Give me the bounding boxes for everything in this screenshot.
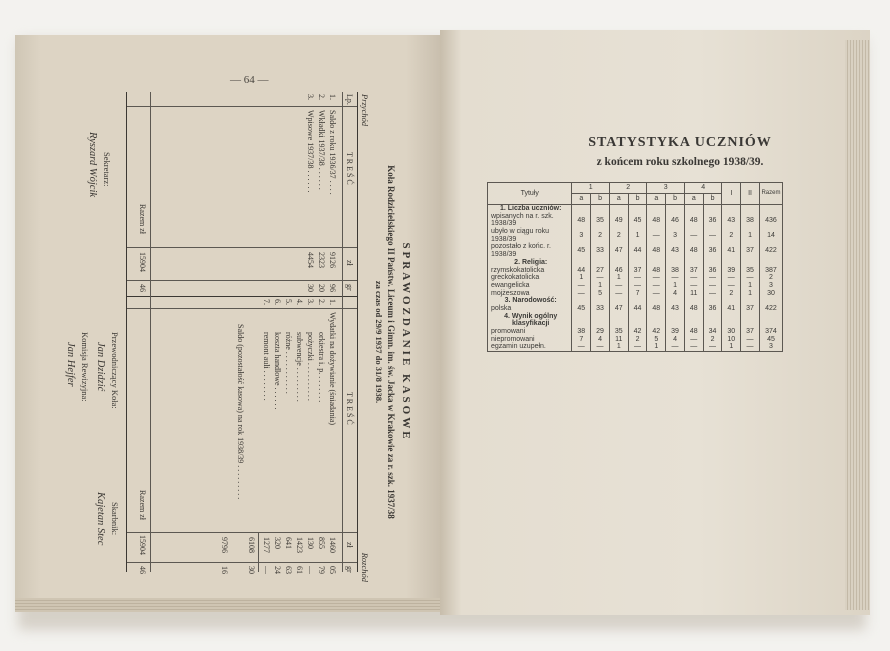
left-page-edges [15, 598, 440, 612]
signature-role: Skarbnik: [110, 502, 120, 536]
table-row [488, 282, 783, 290]
table-cell: 44 [572, 267, 591, 275]
table-cell: 5 [591, 290, 610, 298]
table-cell: 422 [759, 243, 782, 258]
table-cell: 48 [684, 243, 703, 258]
right-page-edges [845, 40, 870, 610]
corner-header: Tytuły [488, 183, 572, 205]
table-cell: — [591, 343, 610, 351]
row-label: polska [488, 305, 572, 313]
table-cell: 2 [591, 228, 610, 243]
table-cell: 3 [759, 343, 782, 351]
col-tresc-expense: T R E Ś Ć [345, 392, 354, 425]
signature-name: Kajetan Stec [95, 492, 106, 546]
table-cell: 2 [722, 290, 741, 298]
table-cell: — [741, 336, 760, 344]
table-row [488, 267, 783, 275]
table-cell: 43 [666, 305, 685, 313]
table-row [488, 343, 783, 351]
table-cell: — [666, 274, 685, 282]
table-cell: 4 [666, 336, 685, 344]
sub-header: a [609, 194, 628, 205]
row-label: pozostało z końc. r. 1938/39 [488, 243, 572, 258]
table-cell: 1 [741, 290, 760, 298]
section-title: 1. Liczba uczniów: [488, 205, 572, 213]
table-cell: 48 [647, 267, 666, 275]
table-row [488, 336, 783, 344]
table-cell: 7 [628, 290, 647, 298]
statistics-subtitle: z końcem roku szkolnego 1938/39. [596, 156, 764, 168]
table-cell: 39 [722, 267, 741, 275]
table-cell: 34 [703, 328, 722, 336]
signature-name: Jan Hejfer [65, 342, 76, 387]
table-cell: — [647, 274, 666, 282]
cash-report-table: Lp. T R E Ś Ć zł gr T R E Ś Ć zł gr 1. Saldo z roku 1936/37 . . . . 9126 96 2. Wkładki 1937/38 . . . . . . 2323 20 3. Wpisowe 1937/38 . . . . . . 4454 30 1. Wydatki na dożywianie (śniadania) 1460 05 2. orkiestra i. p. . . . . . . . 855 79 3. pożyczki . . . . . . . . . . 130 — 4. subwencje . . . . . . . . . 1423 61 5. różne . . . . . . . . . . . 641 63 6. koszta handlowe . . . . . . 320 24 7. remont auli . . . . . . . . 1277 — 6108 30 Saldo (pozostałość kasowa) na rok 1938/39 . . . . . . . . . 9796 16 Razem zł 15904 46 Razem zł 15904 46 [126, 92, 358, 572]
table-cell: 37 [684, 267, 703, 275]
table-cell: 374 [759, 328, 782, 336]
table-cell: 41 [722, 305, 741, 313]
section-title: 2. Religia: [488, 259, 572, 267]
table-cell: 38 [572, 328, 591, 336]
table-cell: 3 [572, 228, 591, 243]
row-label: promowani [488, 328, 572, 336]
signature-name: Jan Dzidzić [95, 342, 106, 392]
table-cell: 38 [666, 267, 685, 275]
table-row [488, 274, 783, 282]
expense-subtotal-zl: 6108 [247, 537, 256, 553]
table-cell: 3 [666, 228, 685, 243]
table-cell: 33 [591, 243, 610, 258]
table-cell: 38 [741, 213, 760, 228]
sub-header: b [591, 194, 610, 205]
table-cell: 45 [759, 336, 782, 344]
table-cell: — [703, 274, 722, 282]
saldo-gr: 16 [220, 566, 229, 574]
table-cell: — [572, 282, 591, 290]
table-cell: 37 [741, 328, 760, 336]
signature-name: Ryszard Wójcik [87, 132, 98, 198]
sub-header: a [647, 194, 666, 205]
page-number: — 64 — [230, 74, 269, 86]
class-header: II [741, 183, 760, 205]
table-cell: 36 [703, 267, 722, 275]
table-cell: — [741, 274, 760, 282]
section-row [488, 259, 783, 267]
table-cell: 1 [741, 282, 760, 290]
table-cell: 14 [759, 228, 782, 243]
table-cell: — [647, 228, 666, 243]
income-label: Przychód [360, 94, 370, 127]
table-cell: 1 [591, 282, 610, 290]
table-row [488, 213, 783, 228]
table-row [488, 290, 783, 298]
table-cell: 4 [666, 290, 685, 298]
table-row [488, 305, 783, 313]
section-row [488, 313, 783, 328]
table-cell: — [647, 290, 666, 298]
col-tresc-income: T R E Ś Ć [345, 152, 354, 185]
table-cell: 7 [572, 336, 591, 344]
row-label: greckokatolicka [488, 274, 572, 282]
table-cell: 47 [609, 305, 628, 313]
table-cell: — [703, 282, 722, 290]
table-cell: 2 [628, 336, 647, 344]
table-cell: 37 [741, 243, 760, 258]
table-cell: — [628, 274, 647, 282]
expense-subtotal-gr: 30 [247, 566, 256, 574]
row-label: egzamin uzupełn. [488, 343, 572, 351]
table-cell: — [741, 343, 760, 351]
table-cell: — [703, 290, 722, 298]
table-cell: 387 [759, 267, 782, 275]
expense-total-zl: 15904 [138, 535, 147, 555]
sub-header: b [703, 194, 722, 205]
table-cell: 48 [684, 213, 703, 228]
section-row [488, 297, 783, 305]
table-cell: — [609, 290, 628, 298]
expense-label: Rozchód [360, 552, 370, 582]
row-label: ewangelicka [488, 282, 572, 290]
row-label: mojżeszowa [488, 290, 572, 298]
table-cell: 39 [666, 328, 685, 336]
table-cell: 2 [759, 274, 782, 282]
table-cell: 2 [609, 228, 628, 243]
cash-report-rotated [40, 92, 420, 592]
table-cell: 1 [609, 274, 628, 282]
table-cell: — [722, 282, 741, 290]
table-cell: 45 [572, 243, 591, 258]
col-zl-expense: zł [345, 542, 354, 548]
table-cell: 45 [628, 213, 647, 228]
col-gr-income: gr [345, 284, 354, 291]
table-row [488, 328, 783, 336]
table-cell: 422 [759, 305, 782, 313]
class-header: Razem [759, 183, 782, 205]
table-cell: — [628, 282, 647, 290]
signature-role: Komisja Rewizyjna: [80, 332, 90, 402]
table-cell: 3 [759, 282, 782, 290]
income-total-zl: 15904 [138, 252, 147, 272]
table-cell: — [591, 274, 610, 282]
saldo-zl: 9796 [220, 537, 229, 553]
saldo-text: Saldo (pozostałość kasowa) na rok 1938/39 . . . . . . . . . [236, 324, 245, 500]
sub-header: b [628, 194, 647, 205]
table-cell: 42 [628, 328, 647, 336]
table-cell: 5 [647, 336, 666, 344]
col-gr-expense: gr [345, 566, 354, 573]
signature-role: Sekretarz: [102, 152, 112, 187]
table-cell: 48 [684, 328, 703, 336]
table-cell: 2 [703, 336, 722, 344]
table-cell: 4 [591, 336, 610, 344]
row-label: niepromowani [488, 336, 572, 344]
table-cell: — [722, 274, 741, 282]
table-cell: — [572, 343, 591, 351]
class-header: 2 [609, 183, 647, 194]
table-cell: — [684, 274, 703, 282]
table-cell: 44 [628, 305, 647, 313]
table-cell: 42 [647, 328, 666, 336]
table-cell: 1 [722, 343, 741, 351]
table-cell: 30 [759, 290, 782, 298]
table-cell: 48 [684, 305, 703, 313]
table-cell: 46 [609, 267, 628, 275]
row-label: wpisanych na r. szk. 1938/39 [488, 213, 572, 228]
sub-header: a [684, 194, 703, 205]
table-cell: 1 [741, 228, 760, 243]
class-header: 4 [684, 183, 722, 194]
section-title: 3. Narodowość: [488, 297, 572, 305]
table-cell: 48 [647, 213, 666, 228]
table-cell: 1 [647, 343, 666, 351]
row-label: rzymskokatolicka [488, 267, 572, 275]
student-statistics-table [487, 182, 783, 352]
table-cell: 41 [722, 243, 741, 258]
table-cell: — [703, 343, 722, 351]
table-cell: 43 [722, 213, 741, 228]
table-row [488, 228, 783, 243]
table-cell: 48 [647, 243, 666, 258]
sub-header: a [572, 194, 591, 205]
table-cell: 33 [591, 305, 610, 313]
table-cell: 37 [628, 267, 647, 275]
table-cell: — [666, 343, 685, 351]
table-cell: 45 [572, 305, 591, 313]
table-cell: 1 [628, 228, 647, 243]
table-cell: 11 [684, 290, 703, 298]
income-total-label: Razem zł [138, 204, 147, 234]
table-cell: 27 [591, 267, 610, 275]
class-header: 1 [572, 183, 610, 194]
table-row [488, 243, 783, 258]
table-cell: 37 [741, 305, 760, 313]
table-cell: 35 [741, 267, 760, 275]
table-cell: 48 [647, 305, 666, 313]
income-total-gr: 46 [138, 284, 147, 292]
report-period: za czas od 29/9 1937 do 31/8 1938. [374, 280, 384, 404]
table-cell: — [684, 282, 703, 290]
table-cell: 11 [609, 336, 628, 344]
table-cell: 36 [703, 243, 722, 258]
table-cell: 436 [759, 213, 782, 228]
expense-total-label: Razem zł [138, 490, 147, 520]
col-lp-income: Lp. [345, 94, 354, 105]
cash-report-region [20, 40, 435, 600]
table-cell: 29 [591, 328, 610, 336]
class-header: 3 [647, 183, 685, 194]
table-cell: — [628, 343, 647, 351]
table-cell: 1 [609, 343, 628, 351]
table-cell: 48 [572, 213, 591, 228]
statistics-body [488, 205, 783, 352]
table-cell: 36 [703, 213, 722, 228]
table-cell: 30 [722, 328, 741, 336]
col-zl-income: zł [345, 260, 354, 266]
section-title: 4. Wynik ogólny klasyfikacji [488, 313, 572, 328]
table-cell: 46 [666, 213, 685, 228]
statistics-title: STATYSTYKA UCZNIÓW [588, 135, 772, 150]
table-cell: 49 [609, 213, 628, 228]
table-cell: 44 [628, 243, 647, 258]
table-cell: — [684, 228, 703, 243]
table-cell: — [572, 290, 591, 298]
table-cell: 10 [722, 336, 741, 344]
expense-total-gr: 46 [138, 566, 147, 574]
report-subtitle: Koła Rodzicielskiego II Państw. Liceum i Gimn. im. św. Jacka w Krakowie za r. szk. 1937/38 [386, 165, 396, 519]
table-cell: 35 [609, 328, 628, 336]
table-cell: — [684, 336, 703, 344]
signature-role: Przewodniczący Koła: [110, 332, 120, 409]
table-cell: 35 [591, 213, 610, 228]
table-cell: 36 [703, 305, 722, 313]
table-cell: — [703, 228, 722, 243]
section-row [488, 205, 783, 213]
row-label: ubyło w ciągu roku 1938/39 [488, 228, 572, 243]
table-cell: 1 [572, 274, 591, 282]
table-cell: 47 [609, 243, 628, 258]
report-title: SPRAWOZDANIE KASOWE [400, 242, 412, 442]
table-cell: 2 [722, 228, 741, 243]
table-cell: — [609, 282, 628, 290]
table-cell: — [647, 282, 666, 290]
sub-header: b [666, 194, 685, 205]
class-header: I [722, 183, 741, 205]
table-cell: 43 [666, 243, 685, 258]
table-cell: — [684, 343, 703, 351]
table-cell: 1 [666, 282, 685, 290]
